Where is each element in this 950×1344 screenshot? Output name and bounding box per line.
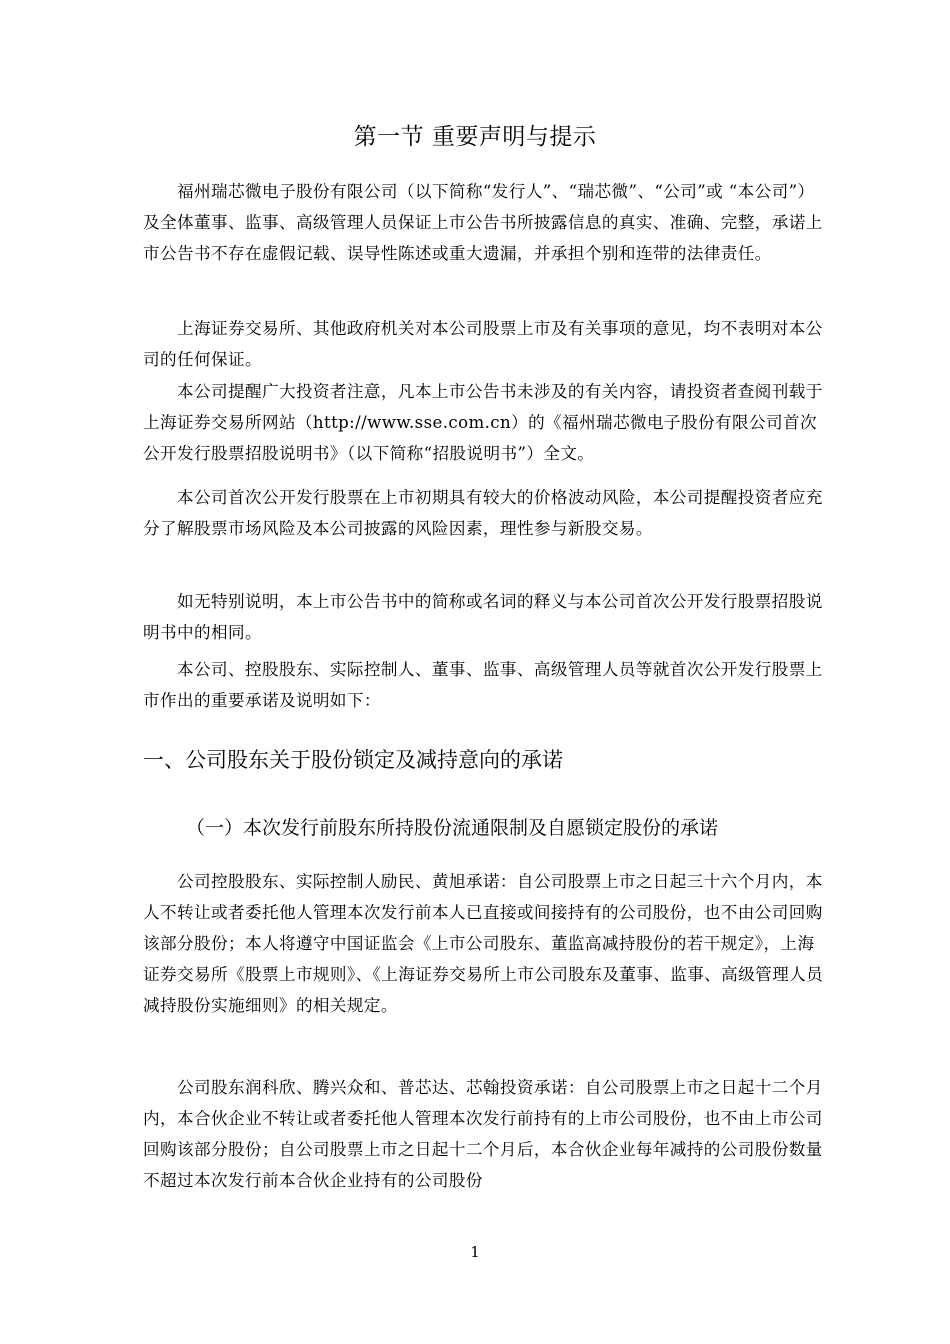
page-number: 1 (470, 1243, 480, 1261)
subheading-share-restriction: （一）本次发行前股东所持股份流通限制及自愿锁定股份的承诺 (186, 817, 719, 839)
paragraph-statement: 福州瑞芯微电子股份有限公司（以下简称“发行人”、“瑞芯微”、“公司”或 “本公司”）及全体董事、监事、高级管理人员保证上市公告书所披露信息的真实、准确、完整，承诺上市公告书不存在虚假记载、误导性陈述或重大遗漏，并承担个别和连带的法律责任。 (143, 182, 823, 263)
paragraph-risk-warning: 本公司首次公开发行股票在上市初期具有较大的价格波动风险，本公司提醒投资者应充分了解股票市场风险及本公司披露的风险因素，理性参与新股交易。 (143, 488, 823, 538)
paragraph-investor-notice: 本公司提醒广大投资者注意，凡本上市公告书未涉及的有关内容，请投资者查阅刊载于上海证券交易所网站（http://www.sse.com.cn）的《福州瑞芯微电子股份有限公司首次公开发行股票招股说明书》（以下简称“招股说明书”）全文。 (143, 382, 823, 463)
paragraph-partnership-shareholder-commitment: 公司股东润科欣、腾兴众和、普芯达、芯翰投资承诺：自公司股票上市之日起十二个月内，本合伙企业不转让或者委托他人管理本次发行前持有的上市公司股份，也不由上市公司回购该部分股份；自公司股票上市之日起十二个月后，本合伙企业每年减持的公司股份数量不超过本次发行前本合伙企业持有的公司股份 (143, 1078, 823, 1190)
heading-lockup-commitments: 一、公司股东关于股份锁定及减持意向的承诺 (143, 748, 563, 772)
paragraph-exchange-disclaimer: 上海证券交易所、其他政府机关对本公司股票上市及有关事项的意见，均不表明对本公司的任何保证。 (143, 319, 823, 369)
paragraph-definitions: 如无特别说明，本上市公告书中的简称或名词的释义与本公司首次公开发行股票招股说明书中的相同。 (143, 592, 823, 642)
paragraph-controlling-shareholder-commitment: 公司控股股东、实际控制人励民、黄旭承诺：自公司股票上市之日起三十六个月内，本人不转让或者委托他人管理本次发行前本人已直接或间接持有的公司股份，也不由公司回购该部分股份；本人将遵守中国证监会《上市公司股东、董监高减持股份的若干规定》，上海证券交易所《股票上市规则》、《上海证券交易所上市公司股东及董事、监事、高级管理人员减持股份实施细则》的相关规定。 (143, 872, 824, 1015)
paragraph-commitments-intro: 本公司、控股股东、实际控制人、董事、监事、高级管理人员等就首次公开发行股票上市作出的重要承诺及说明如下： (143, 660, 823, 710)
section-title: 第一节 重要声明与提示 (353, 124, 597, 150)
